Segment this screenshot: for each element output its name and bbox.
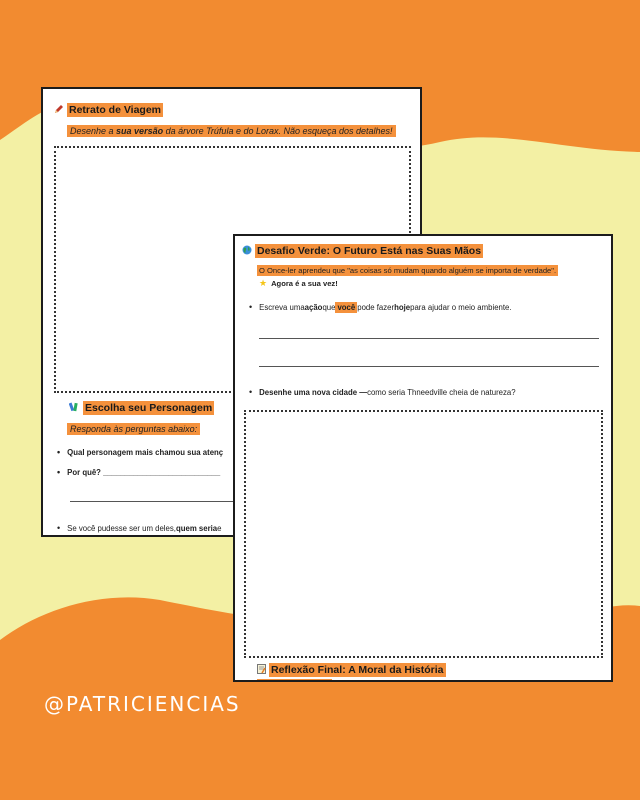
star-icon: ★ <box>259 278 268 288</box>
answer-line-1[interactable] <box>259 338 599 339</box>
answer-line[interactable] <box>70 501 240 502</box>
call-to-action: ★ Agora é a sua vez! <box>259 278 338 288</box>
retrato-instruction: Desenhe a sua versão da árvore Trúfula e do Lorax. Não esqueça dos detalhes! <box>67 125 396 137</box>
once-ler-quote: O Once-ler aprendeu que "as coisas só mudam quando alguém se importa de verdade". <box>259 266 557 275</box>
worksheet-page-front <box>233 234 613 682</box>
task-2: • Desenhe uma nova cidade — como seria Thneedville cheia de natureza? <box>249 387 516 397</box>
question-1: • Qual personagem mais chamou sua atenç <box>57 447 224 457</box>
desafio-title: Desafio Verde: O Futuro Está nas Suas Mãos <box>242 244 483 258</box>
question-3: • Se você pudesse ser um deles, quem seria e <box>57 523 222 533</box>
task-1: • Escreva uma ação que você pode fazer hoje para ajudar o meio ambiente. <box>249 302 512 312</box>
answer-line-2[interactable] <box>259 366 599 367</box>
author-handle: @PATRICIENCIAS <box>44 692 241 716</box>
crayons-icon <box>69 402 80 414</box>
retrato-title: Retrato de Viagem <box>54 103 163 117</box>
globe-icon <box>242 245 252 257</box>
question-2: • Por quê? ___________________________ <box>57 467 221 477</box>
reflexao-title: Reflexão Final: A Moral da História <box>257 663 446 677</box>
next-highlight-strip <box>257 679 332 682</box>
personagem-title: Escolha seu Personagem <box>69 401 214 415</box>
drawing-area-city[interactable] <box>244 410 603 658</box>
personagem-instruction: Responda às perguntas abaixo: <box>67 423 200 435</box>
memo-icon <box>257 664 266 676</box>
pencil-icon <box>54 104 64 116</box>
